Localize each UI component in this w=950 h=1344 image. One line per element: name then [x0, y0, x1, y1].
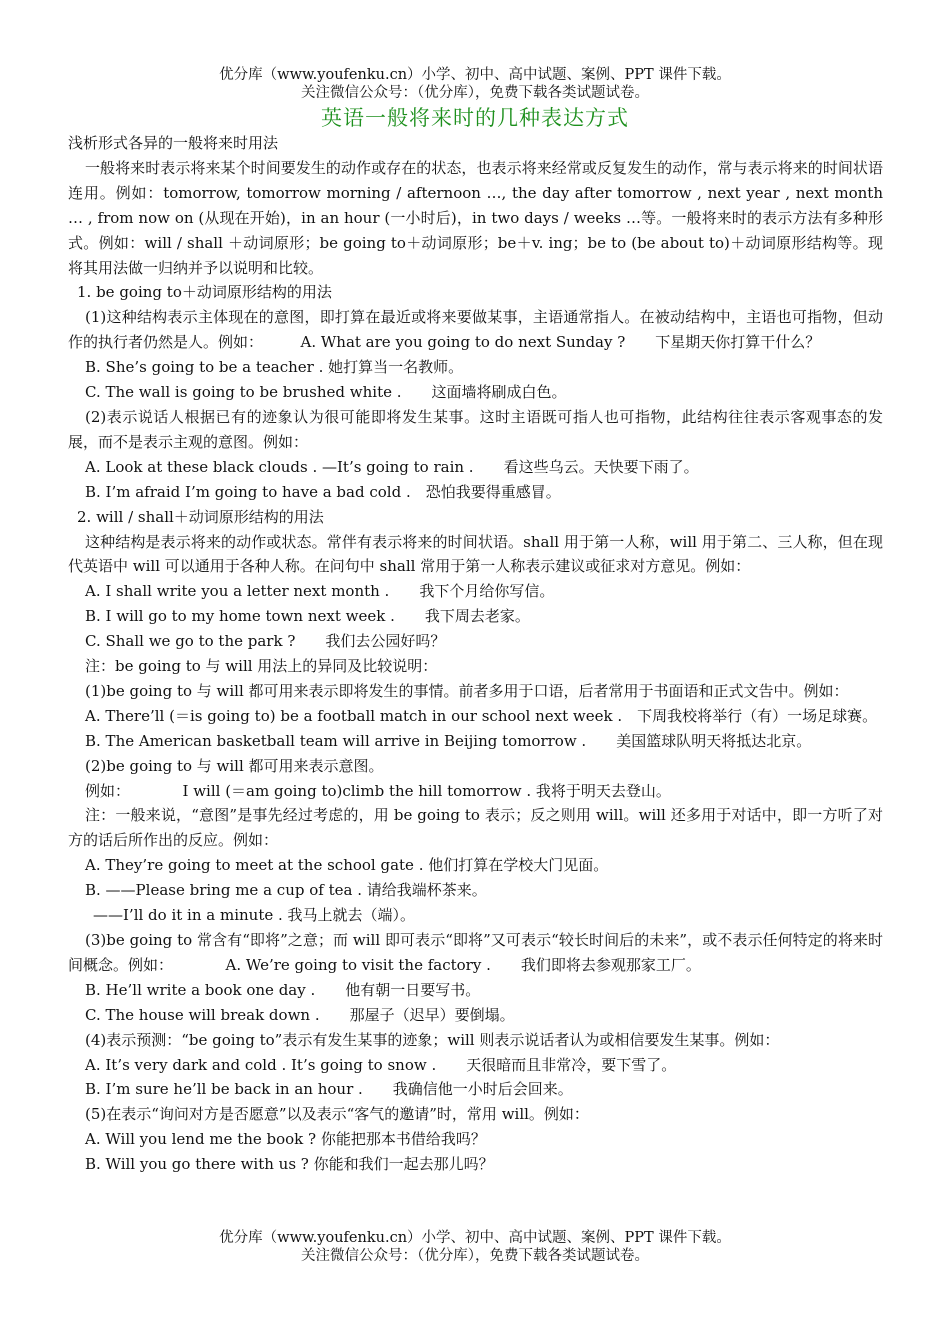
example-line: C. The house will break down . 那屋子（迟早）要倒塌。 [85, 1005, 515, 1024]
example-line: B. Will you go there with us ? 你能和我们一起去那儿吗？ [85, 1155, 494, 1174]
example-line: B. I will go to my home town next week . 我下周去老家。 [85, 607, 530, 626]
section-1-heading: 1. be going to＋动词原形结构的用法 [77, 283, 332, 302]
paragraph: (5)在表示“询问对方是否愿意”以及表示“客气的邀请”时，常用 will。例如： [85, 1105, 589, 1124]
paragraph: (1)这种结构表示主体现在的意图，即打算在最近或将来要做某事，主语通常指人。在被动结构中，主语也可指物，但动作的执行者仍然是人。例如： A. What are you going to do next Sunday ? 下星期天你打算干什么？ [68, 308, 883, 352]
note-heading: 注：be going to 与 will 用法上的异同及比较说明： [85, 657, 438, 676]
example-line: A. It’s very dark and cold . It’s going to snow . 天很暗而且非常冷，要下雪了。 [85, 1055, 677, 1074]
example-line: B. I’m sure he’ll be back in an hour . 我确信他一小时后会回来。 [85, 1080, 573, 1099]
example-line: A. There’ll (＝is going to) be a football match in our school next week . 下周我校将举行（有）一场足球赛。 [85, 706, 878, 725]
paragraph: (1)be going to 与 will 都可用来表示即将发生的事情。前者多用于口语，后者常用于书面语和正式文告中。例如： [85, 681, 849, 700]
example-line: A. They’re going to meet at the school gate . 他们打算在学校大门见面。 [85, 856, 609, 875]
example-line: B. The American basketball team will arrive in Beijing tomorrow . 美国篮球队明天将抵达北京。 [85, 731, 812, 750]
example-line: B. I’m afraid I’m going to have a bad cold . 恐怕我要得重感冒。 [85, 482, 561, 501]
header-line-1: 优分库（www.youfenku.cn）小学、初中、高中试题、案例、PPT 课件下载。 [219, 67, 731, 83]
paragraph: (4)表示预测：“be going to”表示有发生某事的迹象；will 则表示说话者认为或相信要发生某事。例如： [85, 1030, 780, 1049]
example-line: A. I shall write you a letter next month . 我下个月给你写信。 [85, 582, 555, 601]
paragraph: (2)表示说话人根据已有的迹象认为很可能即将发生某事。这时主语既可指人也可指物，此结构往往表示客观事态的发展，而不是表示主观的意图。例如： [68, 407, 883, 451]
document-title: 英语一般将来时的几种表达方式 [321, 106, 629, 130]
subtitle: 浅析形式各异的一般将来时用法 [68, 134, 279, 152]
example-line: B. ——Please bring me a cup of tea . 请给我端杯茶来。 [85, 881, 487, 900]
example-line: B. He’ll write a book one day . 他有朝一日要写书。 [85, 980, 481, 999]
section-2-heading: 2. will / shall＋动词原形结构的用法 [77, 507, 324, 526]
document-body [68, 131, 883, 1177]
example-line: 例如： I will (＝am going to)climb the hill tomorrow . 我将于明天去登山。 [85, 781, 671, 800]
example-line: B. She’s going to be a teacher . 她打算当一名教师。 [85, 358, 464, 377]
paragraph: (2)be going to 与 will 都可用来表示意图。 [85, 756, 384, 775]
example-line: ——I’ll do it in a minute . 我马上就去（端）。 [93, 906, 416, 925]
intro-paragraph: 一般将来时表示将来某个时间要发生的动作或存在的状态，也表示将来经常或反复发生的动作，常与表示将来的时间状语连用。例如：tomorrow, tomorrow morning / afternoon …, the day after tomorrow , next year , next month … , from now on (从现在开始)，in an hour (一小时后)，in two days / weeks …等。一般将来时的表示方法有多种形式。例如：will / shall ＋动词原形；be going to＋动词原形；be＋v. ing；be to (be about to)＋动词原形结构等。现将其用法做一归纳并予以说明和比较。 [68, 158, 883, 277]
example-line: A. Will you lend me the book ? 你能把那本书借给我吗？ [85, 1130, 486, 1149]
paragraph: 这种结构是表示将来的动作或状态。常伴有表示将来的时间状语。shall 用于第一人称，will 用于第二、三人称，但在现代英语中 will 可以通用于各种人称。在问句中 shall 常用于第一人称表示建议或征求对方意见。例如： [68, 532, 883, 576]
note-paragraph: 注：一般来说，“意图”是事先经过考虑的，用 be going to 表示；反之则用 will。will 还多用于对话中，即一方听了对方的话后所作出的反应。例如： [68, 806, 883, 850]
example-line: A. Look at these black clouds . —It’s going to rain . 看这些乌云。天快要下雨了。 [85, 457, 699, 476]
example-line: C. The wall is going to be brushed white . 这面墙将刷成白色。 [85, 383, 567, 402]
paragraph: (3)be going to 常含有“即将”之意；而 will 即可表示“即将”又可表示“较长时间后的未来”，或不表示任何特定的将来时间概念。例如： A. We’re going to visit the factory . 我们即将去参观那家工厂。 [68, 931, 883, 974]
footer-line-2: 关注微信公众号：（优分库），免费下载各类试题试卷。 [301, 1248, 649, 1264]
header-line-2: 关注微信公众号：（优分库），免费下载各类试题试卷。 [301, 85, 649, 101]
footer-line-1: 优分库（www.youfenku.cn）小学、初中、高中试题、案例、PPT 课件下载。 [219, 1230, 731, 1246]
example-line: C. Shall we go to the park ? 我们去公园好吗？ [85, 632, 446, 651]
